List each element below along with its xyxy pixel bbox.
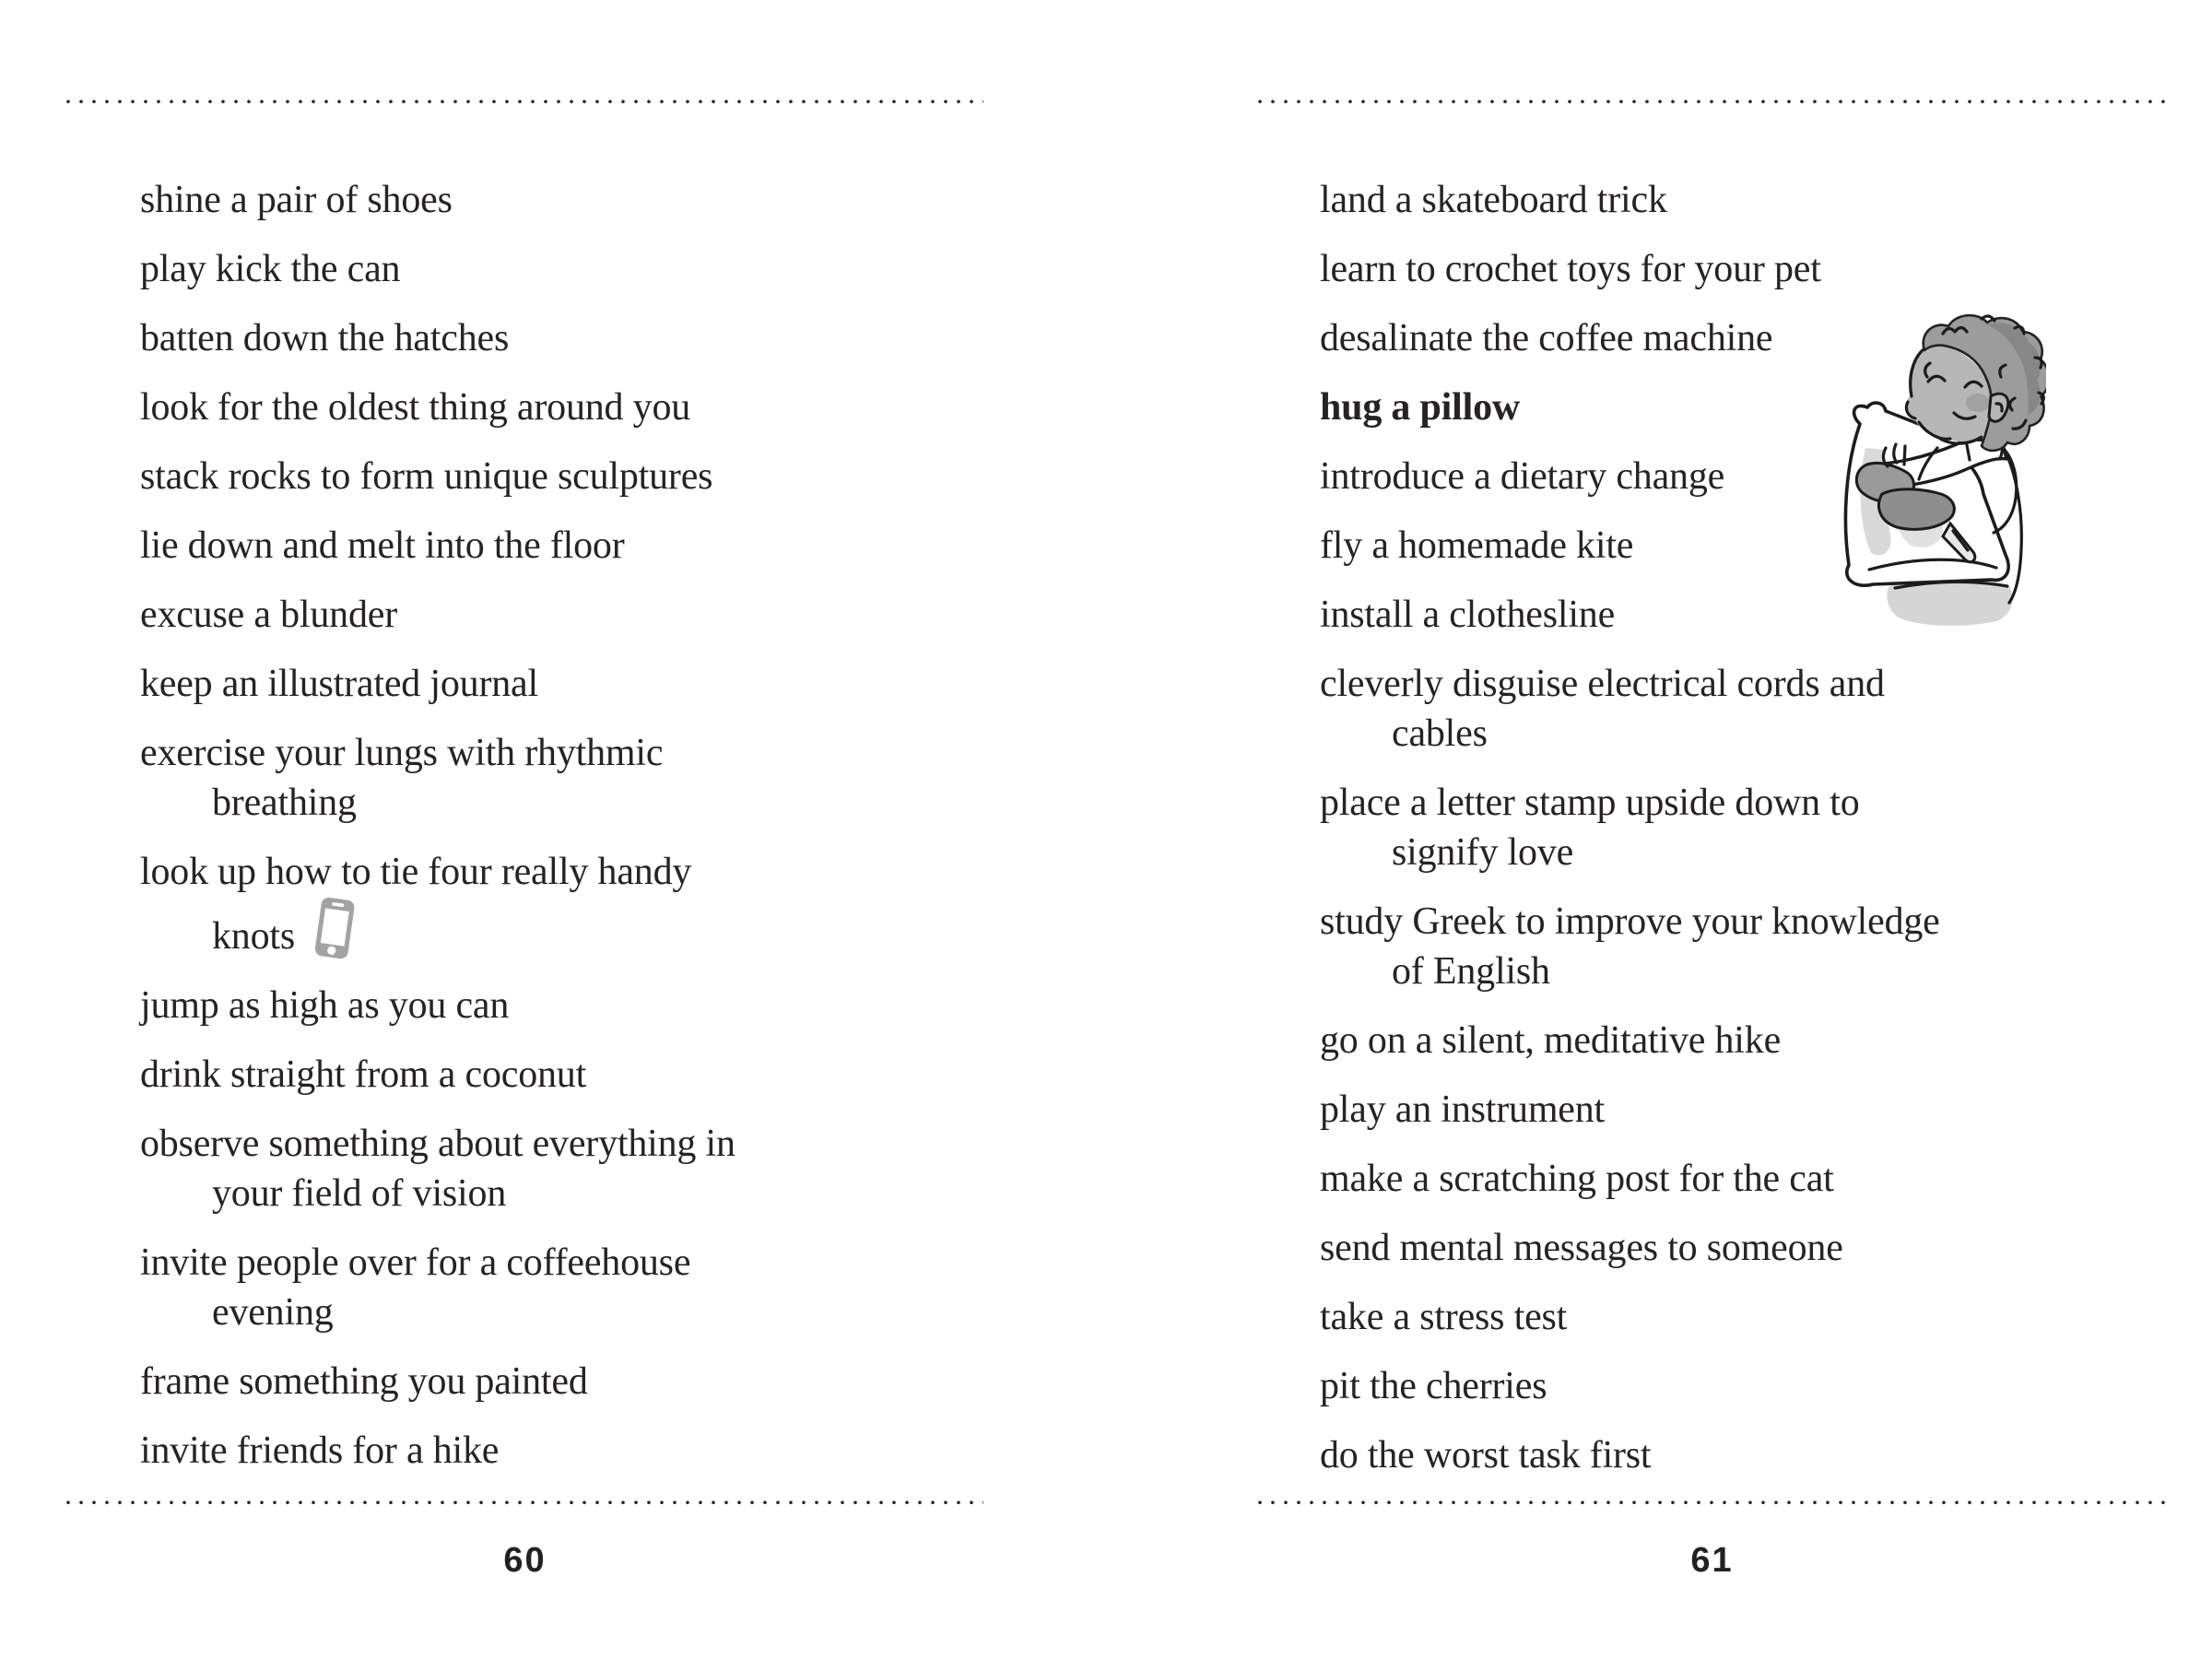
item-text: go on a silent, meditative hike: [1320, 1019, 1782, 1062]
item-text: stack rocks to form unique sculptures: [140, 455, 713, 498]
list-item: [1320, 313, 2195, 363]
item-text: land a skateboard trick: [1320, 179, 1667, 221]
item-text: pit the cherries: [1320, 1365, 1547, 1407]
list-item: [140, 728, 1062, 828]
page-number: 60: [503, 1541, 547, 1580]
list-item: [140, 1426, 1062, 1476]
top-dotted-rule: [1258, 100, 2166, 104]
list-item: [1320, 897, 2195, 996]
item-text-continued: cables: [1392, 712, 1488, 755]
list-item: [140, 1357, 1062, 1406]
item-text: knots: [212, 915, 296, 958]
item-text: place a letter stamp upside down to: [1320, 782, 1860, 824]
list-item: [140, 382, 1062, 432]
item-text: frame something you painted: [140, 1360, 588, 1403]
item-text: play kick the can: [140, 248, 401, 290]
item-text: jump as high as you can: [140, 984, 510, 1027]
item-text: invite people over for a coffeehouse: [140, 1241, 691, 1284]
item-text-continued: your field of vision: [212, 1172, 507, 1215]
item-text: do the worst task first: [1320, 1434, 1652, 1477]
list-item: [140, 521, 1062, 571]
list-item: [140, 313, 1062, 363]
list-item: [1320, 1430, 2195, 1480]
item-text: look for the oldest thing around you: [140, 386, 691, 429]
item-text: make a scratching post for the cat: [1320, 1158, 1834, 1200]
list-item: [1320, 1223, 2195, 1273]
item-text-continued: [140, 897, 1062, 961]
list-item: [1320, 659, 2195, 759]
item-text: hug a pillow: [1320, 386, 1521, 429]
list-item: [1320, 778, 2195, 877]
item-text: learn to crochet toys for your pet: [1320, 248, 1821, 290]
item-text-continued: breathing: [212, 782, 357, 824]
top-dotted-rule: [66, 100, 983, 104]
list-item: [1320, 590, 2195, 640]
list-item: [1320, 452, 2195, 501]
list-item: [1320, 521, 2195, 571]
page-right: [1097, 0, 2212, 1659]
item-text: play an instrument: [1320, 1088, 1606, 1131]
item-text: keep an illustrated journal: [140, 663, 538, 705]
item-text-continued: signify love: [1392, 831, 1574, 874]
list-item: [1320, 1292, 2195, 1342]
list-item: [1320, 175, 2195, 225]
item-text: invite friends for a hike: [140, 1430, 500, 1472]
item-text: batten down the hatches: [140, 317, 510, 359]
item-text: excuse a blunder: [140, 594, 398, 636]
item-text: install a clothesline: [1320, 594, 1616, 636]
list-item: [140, 175, 1062, 225]
list-item: [1320, 1016, 2195, 1065]
item-text: take a stress test: [1320, 1296, 1568, 1338]
item-text: lie down and melt into the floor: [140, 524, 625, 567]
list-item: [140, 981, 1062, 1030]
list-item: [1320, 244, 2195, 294]
list-item: [140, 659, 1062, 709]
item-text: cleverly disguise electrical cords and: [1320, 663, 1885, 705]
bottom-dotted-rule: [1258, 1500, 2166, 1505]
item-text-continued: of English: [1392, 950, 1550, 993]
item-text: send mental messages to someone: [1320, 1227, 1843, 1269]
item-text: drink straight from a coconut: [140, 1053, 587, 1096]
list-item: [1320, 1154, 2195, 1204]
list-item: [140, 590, 1062, 640]
activity-list-left: [140, 175, 1062, 1495]
list-item: [140, 452, 1062, 501]
list-item: [140, 847, 1062, 961]
list-item: [140, 244, 1062, 294]
item-text-continued: evening: [212, 1291, 334, 1334]
page-left: [0, 0, 1097, 1659]
child-hugging-pillow-illustration: [1834, 310, 2046, 641]
list-item: [1320, 1085, 2195, 1135]
list-item: [140, 1050, 1062, 1100]
list-item: [140, 1238, 1062, 1337]
page-number: 61: [1690, 1541, 1734, 1580]
item-text: look up how to tie four really handy: [140, 851, 692, 893]
bottom-dotted-rule: [66, 1500, 983, 1505]
item-text: exercise your lungs with rhythmic: [140, 732, 664, 774]
list-item: [1320, 1361, 2195, 1411]
list-item: [140, 1119, 1062, 1218]
item-text: shine a pair of shoes: [140, 179, 453, 221]
item-text: study Greek to improve your knowledge: [1320, 900, 1940, 943]
smartphone-icon: [313, 897, 356, 961]
item-text: fly a homemade kite: [1320, 524, 1634, 567]
item-text: introduce a dietary change: [1320, 455, 1725, 498]
activity-list-right: [1320, 175, 2195, 1500]
item-text: desalinate the coffee machine: [1320, 317, 1773, 359]
item-text: observe something about everything in: [140, 1123, 735, 1165]
list-item-highlighted: [1320, 382, 2195, 432]
